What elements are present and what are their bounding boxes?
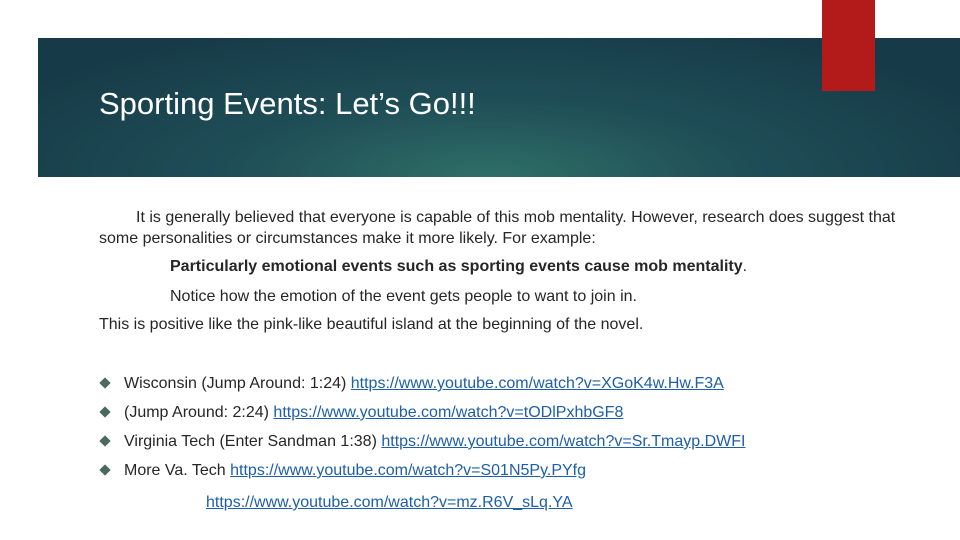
video-label: Virginia Tech (Enter Sandman 1:38): [124, 433, 382, 450]
emotional-events-text: Particularly emotional events such as sporting events cause mob mentality: [170, 258, 743, 275]
emotional-events-point: [170, 258, 747, 276]
accent-bar: [822, 0, 875, 91]
video-link[interactable]: https://www.youtube.com/watch?v=tODlPxhbGF8: [273, 404, 624, 421]
extra-video-link[interactable]: https://www.youtube.com/watch?v=mz.R6V_sLq.YA: [206, 494, 573, 511]
video-label: Wisconsin (Jump Around: 1:24): [124, 375, 351, 392]
video-label: (Jump Around: 2:24): [124, 404, 274, 421]
diamond-bullet-icon: [99, 464, 110, 475]
video-link[interactable]: https://www.youtube.com/watch?v=S01N5Py.PYfg: [230, 462, 587, 479]
positive-note: This is positive like the pink-like beautiful island at the beginning of the novel.: [99, 316, 644, 333]
video-link[interactable]: https://www.youtube.com/watch?v=Sr.Tmayp.DWFI: [381, 433, 746, 450]
emotion-notice-point: Notice how the emotion of the event gets people to want to join in.: [170, 288, 637, 305]
diamond-bullet-icon: [99, 435, 110, 446]
video-link[interactable]: https://www.youtube.com/watch?v=XGoK4w.Hw.F3A: [350, 375, 724, 392]
emotional-events-period: .: [742, 258, 748, 275]
intro-paragraph: It is generally believed that everyone is capable of this mob mentality. However, research does suggest that some personalities or circumstances make it more likely. For example:: [99, 209, 896, 247]
diamond-bullet-icon: [99, 377, 110, 388]
slide-title: Sporting Events: Let’s Go!!!: [99, 86, 476, 121]
video-label: More Va. Tech: [124, 462, 231, 479]
diamond-bullet-icon: [99, 406, 110, 417]
